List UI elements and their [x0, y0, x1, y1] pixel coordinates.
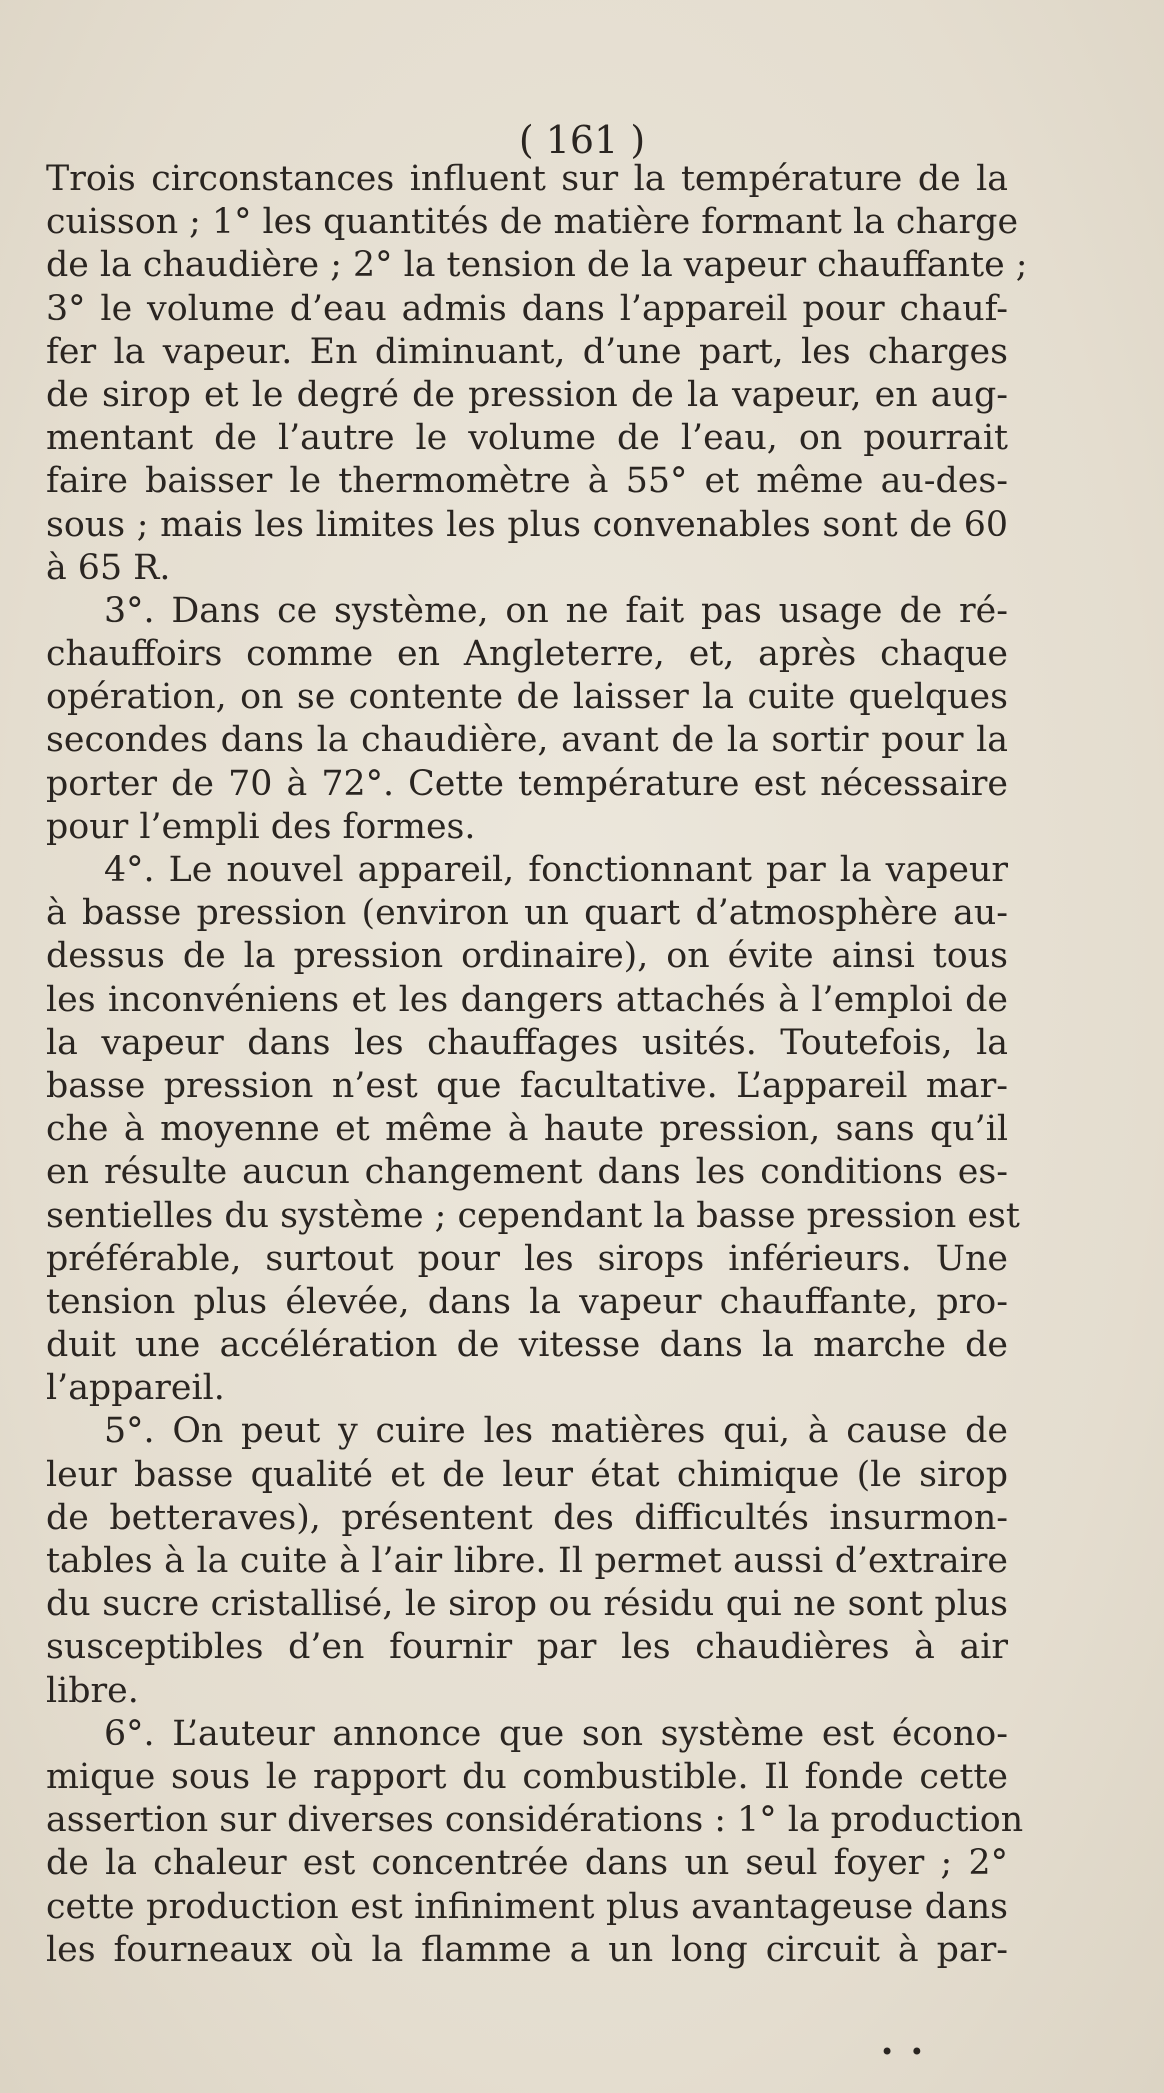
text-line: mique sous le rapport du combustible. Il fonde cette	[46, 1756, 1008, 1797]
signature-mark: • •	[880, 2038, 928, 2066]
text-line: du sucre cristallisé, le sirop ou résidu qui ne sont plus	[46, 1584, 1008, 1625]
text-line: basse pression n’est que facultative. L’appareil mar-	[46, 1065, 1008, 1106]
text-line: à 65 R.	[46, 547, 171, 588]
text-line: préférable, surtout pour les sirops inférieurs. Une	[46, 1238, 1008, 1279]
text-line: pour l’empli des formes.	[46, 806, 476, 847]
text-line: 3° le volume d’eau admis dans l’appareil pour chauf-	[46, 288, 1008, 329]
text-line: susceptibles d’en fournir par les chaudières à air	[46, 1627, 1008, 1668]
text-line: 3°. Dans ce système, on ne fait pas usage de ré-	[104, 590, 1008, 631]
text-line: secondes dans la chaudière, avant de la sortir pour la	[46, 720, 1008, 761]
text-line: sous ; mais les limites les plus convenables sont de 60	[46, 504, 1008, 545]
text-line: Trois circonstances influent sur la température de la	[46, 159, 1008, 199]
text-line: de betteraves), présentent des difficultés insurmon-	[46, 1497, 1008, 1538]
text-line: tables à la cuite à l’air libre. Il permet aussi d’extraire	[46, 1541, 1008, 1581]
text-line: dessus de la pression ordinaire), on évite ainsi tous	[46, 936, 1008, 977]
text-line: fer la vapeur. En diminuant, d’une part, les charges	[46, 331, 1008, 372]
text-line: les fourneaux où la flamme a un long circuit à par-	[46, 1929, 1008, 1970]
text-line: de la chaudière ; 2° la tension de la vapeur chauffante ;	[46, 245, 1028, 286]
text-line: sentielles du système ; cependant la basse pression est	[46, 1195, 1020, 1236]
text-line: libre.	[46, 1670, 139, 1711]
text-line: l’appareil.	[46, 1368, 225, 1409]
text-line: cette production est infiniment plus avantageuse dans	[46, 1886, 1008, 1927]
text-line: 4°. Le nouvel appareil, fonctionnant par la vapeur	[104, 850, 1008, 890]
text-line: cuisson ; 1° les quantités de matière formant la charge	[46, 202, 1019, 243]
text-line: de la chaleur est concentrée dans un seul foyer ; 2°	[46, 1843, 1008, 1884]
text-line: 6°. L’auteur annonce que son système est écono-	[104, 1713, 1008, 1754]
text-line: 5°. On peut y cuire les matières qui, à cause de	[104, 1411, 1008, 1452]
text-line: duit une accélération de vitesse dans la marche de	[46, 1325, 1008, 1366]
text-line: les inconvéniens et les dangers attachés à l’emploi de	[46, 979, 1008, 1020]
text-line: porter de 70 à 72°. Cette température est nécessaire	[46, 763, 1008, 804]
text-line: che à moyenne et même à haute pression, sans qu’il	[46, 1109, 1008, 1150]
text-line: assertion sur diverses considérations : 1° la production	[46, 1800, 1024, 1841]
text-line: de sirop et le degré de pression de la vapeur, en aug-	[46, 374, 1008, 415]
text-line: chauffoirs comme en Angleterre, et, après chaque	[46, 634, 1008, 675]
text-line: opération, on se contente de laisser la cuite quelques	[46, 677, 1008, 718]
text-line: tension plus élevée, dans la vapeur chauffante, pro-	[46, 1281, 1008, 1322]
text-line: en résulte aucun changement dans les conditions es-	[46, 1152, 1008, 1193]
text-line: mentant de l’autre le volume de l’eau, on pourrait	[46, 418, 1008, 459]
text-line: leur basse qualité et de leur état chimique (le sirop	[46, 1454, 1008, 1495]
body-text	[46, 158, 1028, 1972]
text-line: la vapeur dans les chauffages usités. Toutefois, la	[46, 1022, 1008, 1063]
page-number: ( 161 )	[518, 118, 646, 162]
text-line: faire baisser le thermomètre à 55° et même au-des-	[46, 461, 1008, 502]
text-line: à basse pression (environ un quart d’atmosphère au-	[46, 893, 1008, 934]
